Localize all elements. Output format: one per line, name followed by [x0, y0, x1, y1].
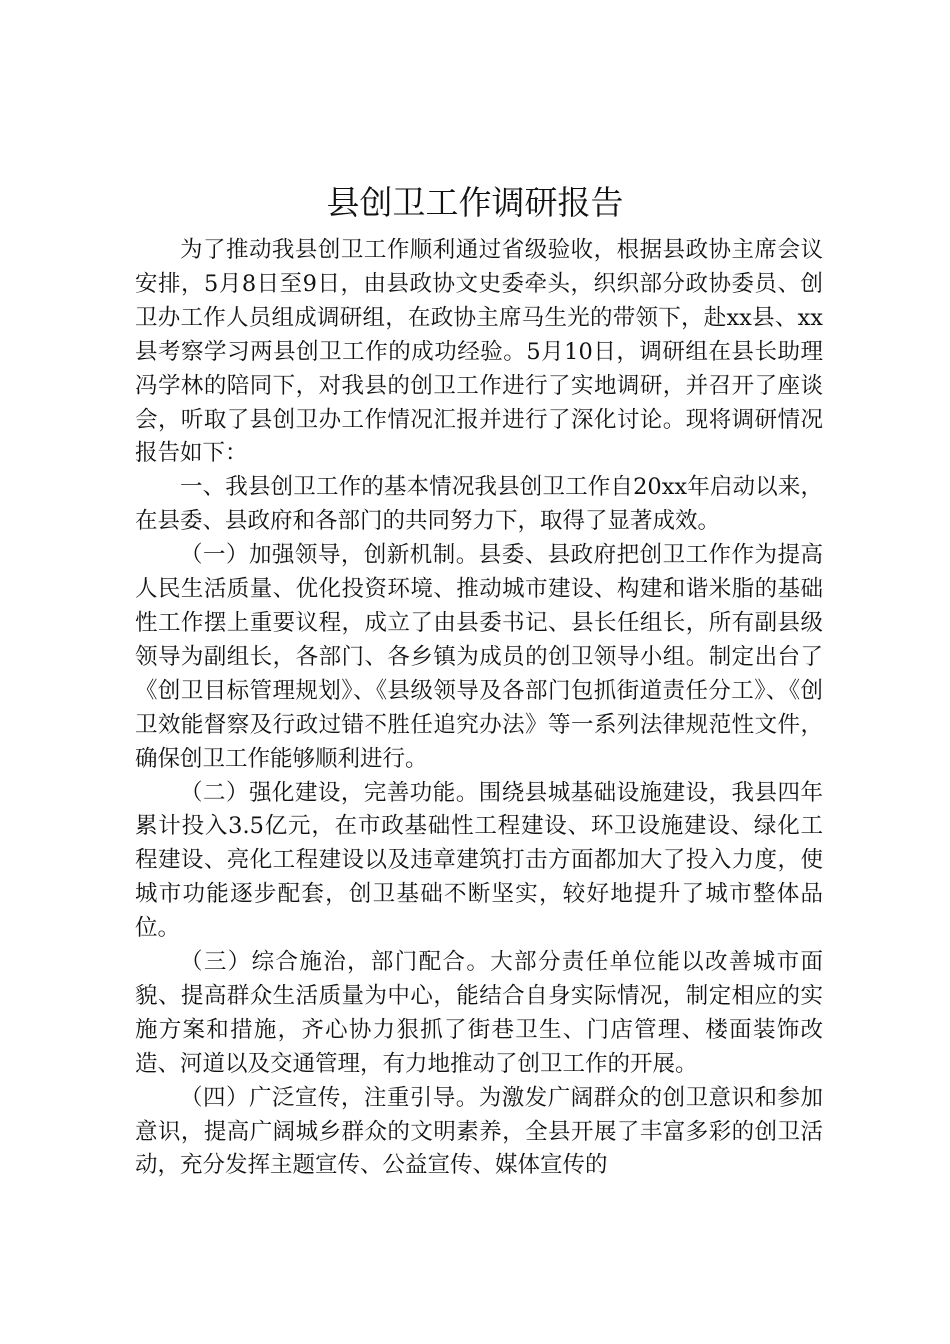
document-title: 县创卫工作调研报告 — [326, 183, 624, 222]
paragraph-item-3: （三）综合施治，部门配合。大部分责任单位能以改善城市面貌、提高群众生活质量为中心，能结合自身实际情况，制定相应的实施方案和措施，齐心协力狠抓了街巷卫生、门店管理、楼面装饰改造、河道以及交通管理，有力地推动了创卫工作的开展。 — [135, 949, 823, 1077]
document-body — [135, 234, 823, 1183]
paragraph-item-1: （一）加强领导，创新机制。县委、县政府把创卫工作作为提高人民生活质量、优化投资环境、推动城市建设、构建和谐米脂的基础性工作摆上重要议程，成立了由县委书记、县长任组长，所有副县级领导为副组长，各部门、各乡镇为成员的创卫领导小组。制定出台了《创卫目标管理规划》、《县级领导及各部门包抓街道责任分工》、《创卫效能督察及行政过错不胜任追究办法》等一系列法律规范性文件，确保创卫工作能够顺利进行。 — [135, 542, 823, 772]
paragraph-item-4: （四）广泛宣传，注重引导。为激发广阔群众的创卫意识和参加意识，提高广阔城乡群众的文明素养，全县开展了丰富多彩的创卫活动，充分发挥主题宣传、公益宣传、媒体宣传的 — [135, 1084, 823, 1179]
paragraph-item-2: （二）强化建设，完善功能。围绕县城基础设施建设，我县四年累计投入3.5亿元，在市政基础性工程建设、环卫设施建设、绿化工程建设、亮化工程建设以及违章建筑打击方面都加大了投入力度，使城市功能逐步配套，创卫基础不断坚实，较好地提升了城市整体品位。 — [135, 779, 823, 942]
paragraph-section-1: 一、我县创卫工作的基本情况我县创卫工作自20xx年启动以来，在县委、县政府和各部门的共同努力下，取得了显著成效。 — [135, 474, 823, 535]
paragraph-intro: 为了推动我县创卫工作顺利通过省级验收，根据县政协主席会议安排，5月8日至9日，由县政协文史委牵头，织织部分政协委员、创卫办工作人员组成调研组，在政协主席马生光的带领下，赴xx县、xx县考察学习两县创卫工作的成功经验。5月10日，调研组在县长助理冯学林的陪同下，对我县的创卫工作进行了实地调研，并召开了座谈会，听取了县创卫办工作情况汇报并进行了深化讨论。现将调研情况报告如下： — [135, 237, 823, 467]
